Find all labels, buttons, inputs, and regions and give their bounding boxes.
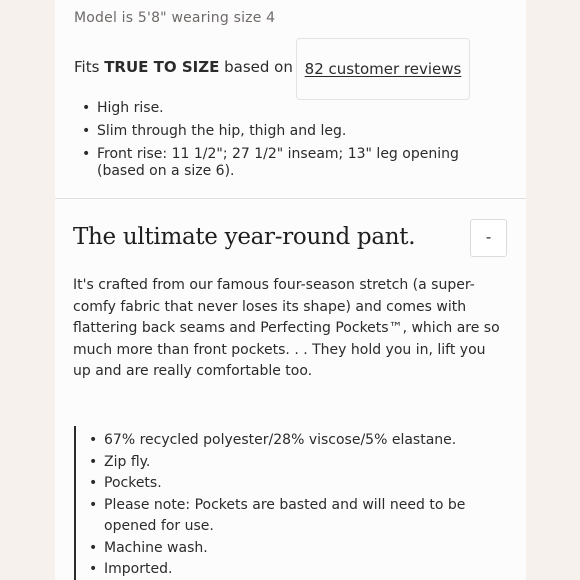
list-item: • Slim through the hip, thigh and leg. <box>80 123 500 140</box>
list-item: • Please note: Pockets are basted and will need to be opened for use. <box>88 495 488 538</box>
list-item: • Pockets. <box>88 473 488 495</box>
product-specs-block <box>74 426 516 580</box>
reviews-link-box[interactable] <box>296 38 470 100</box>
fit-suffix: based on <box>224 58 293 76</box>
section-title: The ultimate year-round pant. <box>73 224 416 250</box>
list-item: • Imported. <box>88 559 488 580</box>
fit-rating: TRUE TO SIZE <box>104 58 220 76</box>
section-divider <box>55 198 526 199</box>
product-description: It's crafted from our famous four-season stretch (a super-comfy fabric that never loses its shape) and comes with flattering back seams and Perfecting Pockets™, which are so much more than front pockets. . . They hold you in, lift you up and are really comfortable too. <box>73 277 500 379</box>
fit-summary <box>74 58 293 76</box>
list-item: • 67% recycled polyester/28% viscose/5% elastane. <box>88 430 488 452</box>
list-item: • Front rise: 11 1/2"; 27 1/2" inseam; 13" leg opening (based on a size 6). <box>80 146 500 180</box>
fit-details-list <box>80 100 500 186</box>
fit-prefix: Fits <box>74 58 100 76</box>
model-size-note: Model is 5'8" wearing size 4 <box>74 10 276 26</box>
collapse-toggle-button[interactable]: - <box>470 219 507 257</box>
list-item: • Zip fly. <box>88 452 488 474</box>
product-specs-list <box>88 430 488 580</box>
customer-reviews-link[interactable]: 82 customer reviews <box>304 60 462 78</box>
list-item: • Machine wash. <box>88 538 488 560</box>
list-item: • High rise. <box>80 100 500 117</box>
